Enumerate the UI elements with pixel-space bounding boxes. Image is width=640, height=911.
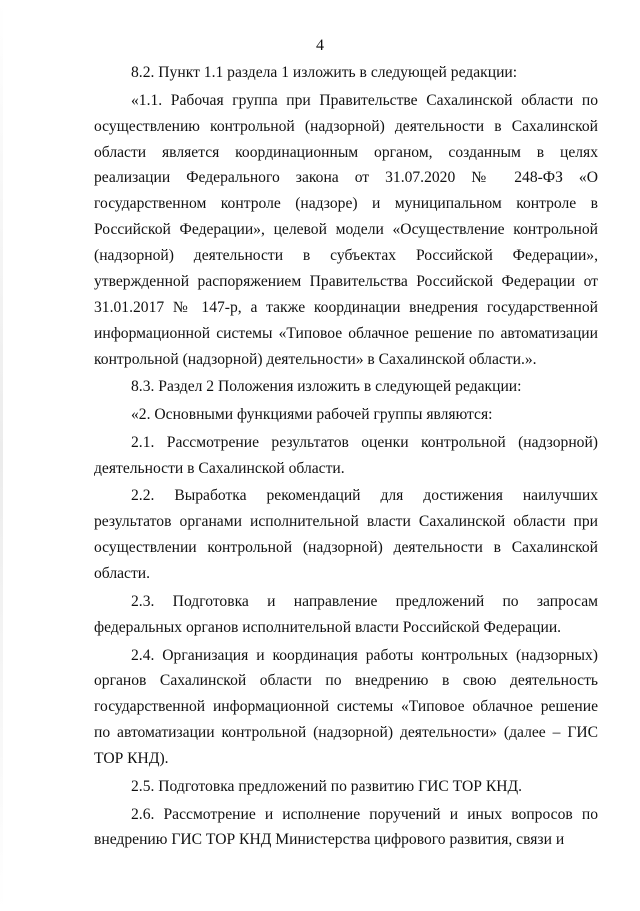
page-number: 4 — [316, 37, 324, 54]
scan-edge — [0, 0, 3, 911]
paragraph-2-3: 2.3. Подготовка и направление предложений по запросам федеральных органов исполнительной власти Российской Федерации. — [94, 592, 598, 636]
paragraph-2-5: 2.5. Подготовка предложений по развитию ГИС ТОР КНД. — [131, 777, 523, 795]
paragraph-8-2: 8.2. Пункт 1.1 раздела 1 изложить в следующей редакции: — [131, 64, 518, 81]
paragraph-8-3: 8.3. Раздел 2 Положения изложить в следующей редакции: — [131, 378, 522, 396]
paragraph-2-6: 2.6. Рассмотрение и исполнение поручений и иных вопросов по внедрению ГИС ТОР КНД Министерства цифрового развития, связи и — [94, 805, 598, 849]
paragraph-section-2-intro: «2. Основными функциями рабочей группы являются: — [131, 406, 493, 424]
paragraph-2-1: 2.1. Рассмотрение результатов оценки контрольной (надзорной) деятельности в Сахалинской области. — [94, 433, 598, 477]
paragraph-2-2: 2.2. Выработка рекомендаций для достижения наилучших результатов органами исполнительной власти Сахалинской области при осуществлении контрольной (надзорной) деятельности в Сахалинской области. — [94, 487, 598, 583]
paragraph-2-4: 2.4. Организация и координация работы контрольных (надзорных) органов Сахалинской области по внедрению в свою деятельность государственной информационной системы «Типовое облачное решение по автоматизации контрольной (надзорной) деятельности» (далее – ГИС ТОР КНД). — [94, 646, 598, 768]
document-body — [94, 60, 598, 855]
paragraph-1-1: «1.1. Рабочая группа при Правительстве Сахалинской области по осуществлению контрольной (надзорной) деятельности в Сахалинской области является координационным органом, созданным в целях реализации Федерального закона от 31.07.2020 № 248-ФЗ «О государственном контроле (надзоре) и муниципальном контроле в Российской Федерации», целевой модели «Осуществление контрольной (надзорной) деятельности в субъектах Российской Федерации», утвержденной распоряжением Правительства Российской Федерации от 31.01.2017 № 147-р, а также координации внедрения государственной информационной системы «Типовое облачное решение по автоматизации контрольной (надзорной) деятельности» в Сахалинской области.». — [94, 91, 598, 368]
